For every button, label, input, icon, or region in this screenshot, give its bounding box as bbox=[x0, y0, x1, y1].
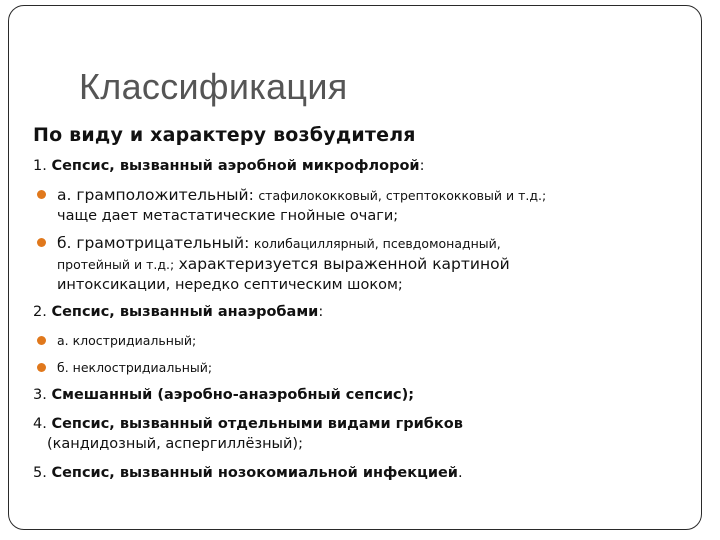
sub-item-colon: : bbox=[244, 234, 250, 252]
item-label: Смешанный (аэробно-анаэробный сепсис); bbox=[51, 387, 415, 403]
sub-item-detail: стафилококковый, стрептококковый и т.д.; bbox=[258, 188, 547, 203]
sub-item-line2-big: характеризуется выраженной картиной bbox=[178, 255, 510, 273]
item-number: 5. bbox=[33, 465, 47, 481]
item-label: Сепсис, вызванный отдельными видами грибков bbox=[51, 416, 463, 432]
item-label: Сепсис, вызванный нозокомиальной инфекцией bbox=[51, 465, 458, 481]
sub-item-line2: чаще дает метастатические гнойные очаги; bbox=[57, 208, 399, 224]
sub-item-detail: колибациллярный, псевдомонадный, bbox=[253, 236, 501, 251]
sub-item-gram-negative bbox=[33, 233, 693, 295]
item-suffix: : bbox=[318, 304, 324, 320]
item-label: Сепсис, вызванный анаэробами bbox=[51, 304, 319, 320]
list-item-3 bbox=[33, 385, 693, 405]
item-continuation: (кандидозный, аспергиллёзный); bbox=[47, 436, 303, 452]
sub-item-text: б. неклостридиальный; bbox=[57, 360, 213, 375]
slide-title: Классификация bbox=[79, 66, 348, 107]
sub-item-text: а. клостридиальный; bbox=[57, 333, 197, 348]
bullet-icon bbox=[37, 238, 46, 247]
item-label: Сепсис, вызванный аэробной микрофлорой bbox=[51, 158, 420, 174]
section-heading: По виду и характеру возбудителя bbox=[33, 124, 416, 146]
sub-item-letter: а. грамположительный bbox=[57, 186, 249, 204]
sub-item-line3: интоксикации, нередко септическим шоком; bbox=[57, 277, 403, 293]
sub-item-line2-small: протейный и т.д.; bbox=[57, 257, 175, 272]
list-item-1 bbox=[33, 156, 693, 176]
list-item-2 bbox=[33, 302, 693, 322]
slide bbox=[8, 5, 702, 530]
sub-item-nonclostridial bbox=[33, 358, 693, 378]
bullet-icon bbox=[37, 336, 46, 345]
item-number: 3. bbox=[33, 387, 47, 403]
list-item-5 bbox=[33, 463, 693, 483]
list-item-4 bbox=[33, 414, 693, 454]
bullet-icon bbox=[37, 363, 46, 372]
sub-item-letter: б. грамотрицательный bbox=[57, 234, 245, 252]
sub-item-colon: : bbox=[248, 186, 254, 204]
item-number: 2. bbox=[33, 304, 47, 320]
item-number: 1. bbox=[33, 158, 47, 174]
item-suffix: : bbox=[419, 158, 425, 174]
item-number: 4. bbox=[33, 416, 47, 432]
slide-content bbox=[33, 124, 693, 492]
sub-item-clostridial bbox=[33, 331, 693, 351]
sub-item-gram-positive bbox=[33, 185, 693, 226]
item-suffix: . bbox=[457, 465, 463, 481]
bullet-icon bbox=[37, 190, 46, 199]
